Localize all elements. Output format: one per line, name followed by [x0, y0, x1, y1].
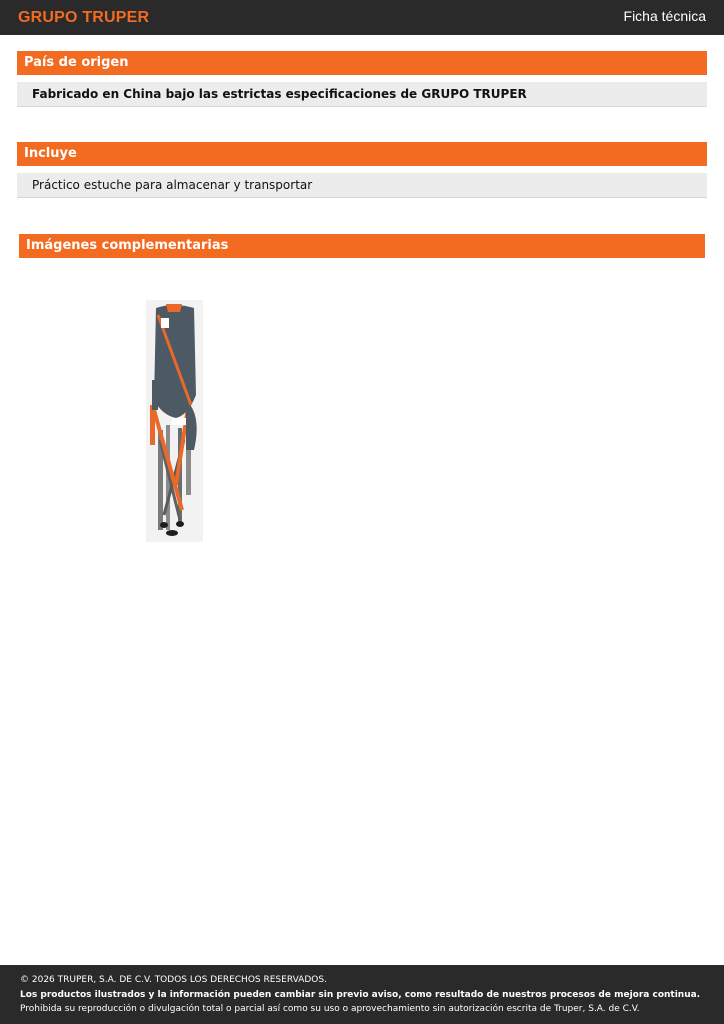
- footer-rights: Prohibida su reproducción o divulgación total o parcial así como su uso o aprovechamiento sin autorización escrita de Truper, S.A. de C.V.: [20, 1004, 640, 1014]
- section-header-origin: País de origen: [17, 51, 707, 75]
- section-body-origin: Fabricado en China bajo las estrictas especificaciones de GRUPO TRUPER: [17, 82, 707, 107]
- document-title: Ficha técnica: [623, 8, 706, 24]
- section-body-includes: Práctico estuche para almacenar y transportar: [17, 173, 707, 198]
- footer-disclaimer: Los productos ilustrados y la información pueden cambiar sin previo aviso, como resultado de nuestros procesos de mejora continua.: [20, 990, 701, 1000]
- folding-chair-bag-icon: [146, 300, 203, 542]
- footer-copyright: © 2026 TRUPER, S.A. DE C.V. TODOS LOS DERECHOS RESERVADOS.: [20, 975, 327, 985]
- section-header-images: Imágenes complementarias: [19, 234, 705, 258]
- product-image: [146, 300, 203, 542]
- top-bar: [0, 0, 724, 35]
- footer: [0, 965, 724, 1024]
- truper-logo: GRUPO TRUPER: [18, 9, 150, 26]
- section-header-includes: Incluye: [17, 142, 707, 166]
